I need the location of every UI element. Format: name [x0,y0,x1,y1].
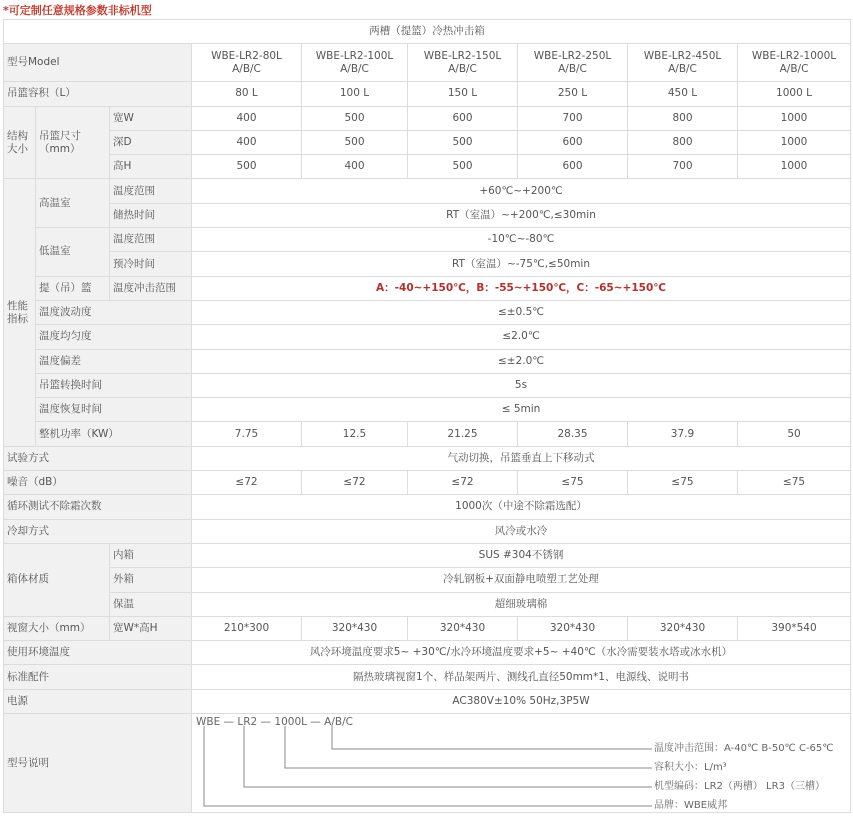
dim-cell: 600 [518,130,628,154]
perf-label: 温度恢复时间 [36,398,192,422]
structure-row-w [4,106,851,130]
custom-spec-note: *可定制任意规格参数非标机型 [3,4,152,17]
dim-label: 宽W [110,106,192,130]
volume-cell: 100 L [302,82,408,106]
perf-value: ≤ 5min [192,398,851,422]
power-label: 整机功率（KW） [36,422,192,446]
high-temp-range-value: +60℃~+200℃ [192,179,851,203]
model-desc-row [4,714,851,813]
dim-cell: 400 [192,130,302,154]
model-code-text: WBE — LR2 — 1000L — A/B/C [196,716,353,729]
low-temp-range-value: -10℃~-80℃ [192,228,851,252]
power-cell: 50 [738,422,851,446]
model-desc-line: 机型编码：LR2（两槽） LR3（三槽） [654,781,825,793]
window-row [4,616,851,640]
dim-label: 高H [110,155,192,179]
low-temp-time-row [4,252,851,276]
dim-cell: 500 [302,106,408,130]
basket-size-label: 吊篮尺寸（mm） [36,106,110,179]
low-temp-range-label: 温度范围 [110,228,192,252]
window-cell: 390*540 [738,616,851,640]
noise-cell: ≤72 [302,471,408,495]
perf-row [4,325,851,349]
material-sub-label: 内箱 [110,543,192,567]
dim-cell: 400 [302,155,408,179]
low-temp-time-label: 预冷时间 [110,252,192,276]
high-temp-time-value: RT（室温）~+200℃,≤30min [192,203,851,227]
dim-cell: 1000 [738,106,851,130]
model-desc-line: 品牌：WBE威邦 [654,800,728,812]
volume-cell: 80 L [192,82,302,106]
perf-value: ≤2.0℃ [192,325,851,349]
material-value: SUS #304不锈钢 [192,543,851,567]
model-cell: WBE-LR2-100L A/B/C [302,44,408,82]
power-cell: 28.35 [518,422,628,446]
volume-cell: 150 L [408,82,518,106]
material-row [4,543,851,567]
model-cell: WBE-LR2-150L A/B/C [408,44,518,82]
model-desc-line: 温度冲击范围：A-40℃ B-50℃ C-65℃ [654,743,834,755]
material-value: 冷轧钢板+双面静电喷塑工艺处理 [192,568,851,592]
accessories-row [4,665,851,689]
volume-cell: 450 L [628,82,738,106]
perf-label: 吊篮转换时间 [36,373,192,397]
model-desc-cell [192,714,851,813]
dim-cell: 500 [192,155,302,179]
window-label: 视窗大小（mm） [4,616,110,640]
cooling-label: 冷却方式 [4,519,192,543]
material-value: 超细玻璃棉 [192,592,851,616]
high-temp-time-row [4,203,851,227]
title-row [4,20,851,44]
material-row [4,592,851,616]
power-row [4,422,851,446]
dim-cell: 600 [518,155,628,179]
power-cell: 37.9 [628,422,738,446]
perf-label: 温度波动度 [36,300,192,324]
high-temp-range-row [4,179,851,203]
dim-cell: 700 [518,106,628,130]
perf-label: 温度均匀度 [36,325,192,349]
volume-cell: 1000 L [738,82,851,106]
dim-cell: 800 [628,130,738,154]
perf-row [4,373,851,397]
cooling-row [4,519,851,543]
noise-cell: ≤72 [408,471,518,495]
cycles-value: 1000次（中途不除霜选配） [192,495,851,519]
dim-cell: 500 [408,130,518,154]
high-temp-label: 高温室 [36,179,110,228]
power-supply-row [4,689,851,713]
noise-row [4,471,851,495]
dim-cell: 500 [302,130,408,154]
material-row [4,568,851,592]
perf-row [4,349,851,373]
perf-value: ≤±2.0℃ [192,349,851,373]
basket-shock-row [4,276,851,300]
table-title: 两槽（提篮）冷热冲击箱 [4,20,851,44]
model-row [4,44,851,82]
perf-label: 温度偏差 [36,349,192,373]
power-cell: 12.5 [302,422,408,446]
cycles-row [4,495,851,519]
model-code-diagram [192,714,850,812]
dim-label: 深D [110,130,192,154]
window-cell: 320*430 [302,616,408,640]
dim-cell: 400 [192,106,302,130]
env-temp-label: 使用环境温度 [4,641,192,665]
cycles-label: 循环测试不除霜次数 [4,495,192,519]
spec-table [3,19,851,813]
dim-cell: 600 [408,106,518,130]
low-temp-time-value: RT（室温）~-75℃,≤50min [192,252,851,276]
shock-range-value: A：-40~+150℃，B：-55~+150℃，C：-65~+150℃ [192,276,851,300]
dim-cell: 1000 [738,130,851,154]
structure-row-d [4,130,851,154]
volume-cell: 250 L [518,82,628,106]
cooling-value: 风冷或水冷 [192,519,851,543]
noise-cell: ≤75 [518,471,628,495]
structure-label: 结构大小 [4,106,36,179]
perf-value: 5s [192,373,851,397]
shock-range-label: 温度冲击范围 [110,276,192,300]
dim-cell: 500 [408,155,518,179]
test-method-label: 试验方式 [4,446,192,470]
performance-label: 性能指标 [4,179,36,446]
model-desc-label: 型号说明 [4,714,192,813]
high-temp-time-label: 储热时间 [110,203,192,227]
power-cell: 7.75 [192,422,302,446]
model-label: 型号Model [4,44,192,82]
dim-cell: 1000 [738,155,851,179]
structure-row-h [4,155,851,179]
window-cell: 320*430 [518,616,628,640]
power-supply-label: 电源 [4,689,192,713]
material-sub-label: 保温 [110,592,192,616]
dim-cell: 800 [628,106,738,130]
noise-cell: ≤75 [628,471,738,495]
env-temp-row [4,641,851,665]
high-temp-range-label: 温度范围 [110,179,192,203]
test-method-value: 气动切换，吊篮垂直上下移动式 [192,446,851,470]
accessories-label: 标准配件 [4,665,192,689]
volume-label: 吊篮容积（L） [4,82,192,106]
noise-cell: ≤72 [192,471,302,495]
power-supply-value: AC380V±10% 50Hz,3P5W [192,689,851,713]
window-cell: 320*430 [408,616,518,640]
env-temp-value: 风冷环境温度要求5~ +30℃/水冷环境温度要求+5~ +40℃（水冷需要装水塔或冰水机） [192,641,851,665]
perf-value: ≤±0.5℃ [192,300,851,324]
basket-label: 提（吊）篮 [36,276,110,300]
window-cell: 320*430 [628,616,738,640]
material-sub-label: 外箱 [110,568,192,592]
volume-row [4,82,851,106]
low-temp-range-row [4,228,851,252]
accessories-value: 隔热玻璃视窗1个、样品架两片、测线孔直径50mm*1、电源线、说明书 [192,665,851,689]
model-cell: WBE-LR2-250L A/B/C [518,44,628,82]
low-temp-label: 低温室 [36,228,110,277]
window-sub-label: 宽W*高H [110,616,192,640]
model-cell: WBE-LR2-80L A/B/C [192,44,302,82]
perf-row [4,398,851,422]
model-desc-line: 容积大小：L/m³ [654,762,727,774]
window-cell: 210*300 [192,616,302,640]
model-cell: WBE-LR2-450L A/B/C [628,44,738,82]
dim-cell: 700 [628,155,738,179]
power-cell: 21.25 [408,422,518,446]
model-cell: WBE-LR2-1000L A/B/C [738,44,851,82]
material-label: 箱体材质 [4,543,110,616]
noise-cell: ≤75 [738,471,851,495]
noise-label: 噪音（dB） [4,471,192,495]
test-method-row [4,446,851,470]
perf-row [4,300,851,324]
